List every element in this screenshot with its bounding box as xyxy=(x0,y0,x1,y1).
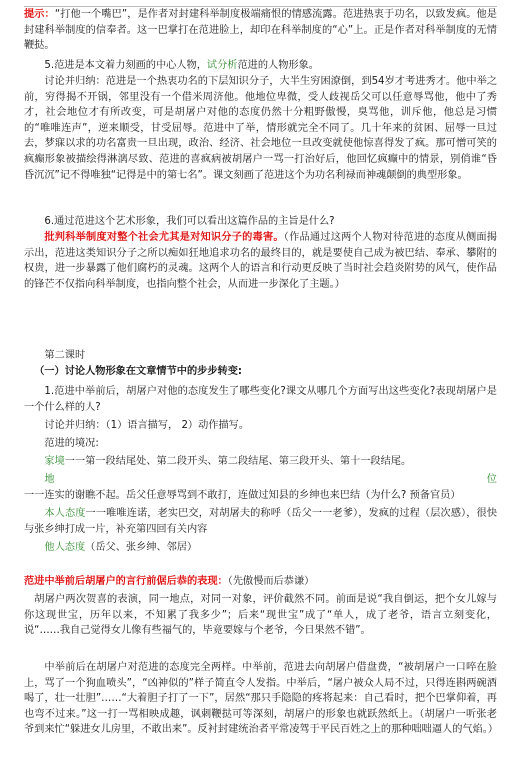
tip-label: 提示： xyxy=(24,9,55,20)
condition-row-label: 地位 xyxy=(44,474,497,485)
discussion-paragraph-1 xyxy=(24,74,497,183)
condition-row-family xyxy=(24,454,497,470)
question-5-highlight: 试分析 xyxy=(206,60,238,71)
section-2-paragraph-1: 胡屠户两次贺喜的表演，同一地点，对同一对象，评价截然不同。前面是说“我自倒运，把个女儿嫁与你这现世宝，历年以来，不知累了我多少”；后来“现世宝”成了“单人，成了老爷，语言立刻变化，说“……我自己觉得女儿像有些福气的，毕竟要嫁与个老爷，今日果然不错”。 xyxy=(24,594,497,637)
condition-row-label: 家境 xyxy=(44,456,65,467)
condition-row-text: 一一连实的谢瞧不起。岳父任意辱骂到不敢打，连做过知县的乡绅也来巴结（为什么? 预备官员） xyxy=(24,489,461,501)
section-2-paragraph-2: 中举前后在胡屠户对范进的态度完全两样。中举前，范进去向胡屠户借盘费，“被胡屠户一口啐在脸上，骂了一个狗血喷头”，“凶神似的”样子简直令人发指。中举后，“屠户被众人局不过，只得连斟两碗酒喝了，壮一壮胆”……“大着胆子打了一下”，居然“那只手隐隐的疼将起来：自己看时，把个巴掌仰着，再也弯不过来。”这一打一骂相映成趣，讽刺鞭挞可等深刻，胡屠户的形象也就跃然纸上。（胡屠户一听张老爷到来忙“躲进女儿房里，不敢出来”。反衬封建统治者平常凌驾于平民百姓之上的那种咄咄逼人的气焰。） xyxy=(24,662,499,736)
theme-explanation: （作品通过这两个人物对待范进的态度从侧面揭示出，范进这类知识分子之所以痴如狂地追求功名的最终目的，就是要使自己成为被巴结、奉承、攀附的权贵，进一步暴露了他们腐朽的灵魂。这两个人的语言和行动更反映了当时社会趋炎附势的风气，使作品的锋芒不仅指向科举制度，也指向整个社会，从而进一步深化了主题。） xyxy=(24,232,497,290)
question-5-suffix: 范进的人物形象。 xyxy=(237,60,319,71)
condition-row-status xyxy=(24,472,497,503)
condition-row-text: （岳父、张乡绅、邻居） xyxy=(85,542,198,553)
condition-row-others-attitude xyxy=(24,540,497,556)
condition-row-text: 一一第一段结尾处、第二段开头、第二段结尾、第三段开头、第十一段结尾。 xyxy=(64,456,412,467)
tip-paragraph xyxy=(24,6,497,54)
theme-paragraph xyxy=(24,230,497,292)
lesson-2-discussion xyxy=(24,418,497,434)
discussion-text: 范进是一个热衷功名的下层知识分子，大半生穷困潦倒，到54岁才考进秀才。他中举之前，穷得揭不开锅，邻里没有一个借米周济他。他地位卑微，受人歧视岳父可以任意辱骂他，他中了秀才，社会地位才有所改变，可是胡屠户对他的态度仍然十分粗野傲慢，臭骂他，训斥他，他总是习惯的“唯唯连声”，逆来顺受，甘受屈辱。范进中了举，情形就完全不同了。几十年来的贫困、屈辱一旦过去，梦寐以求的功名富贵一旦出现，政治、经济、社会地位一旦改变就使他惊喜得发了疯。那可憎可笑的疯癫形象被描绘得淋漓尽致、范进的喜疯病被胡屠户一骂一打治好后，他回忆疯癫中的情景，别俏谁“昏昏沉沉”记不得唯独“记得是中的第七名”。课文刻画了范进这个为功名利禄而神魂颠倒的典型形象。 xyxy=(24,76,498,181)
lesson-2-discussion-items: （1）语言描写， 2）动作描写。 xyxy=(105,420,250,431)
theme-answer: 批判科举制度对整个社会尤其是对知识分子的毒害。 xyxy=(44,232,284,243)
condition-row-label: 他人态度 xyxy=(44,542,86,553)
tip-text: “打他一个嘴巴”，是作者对封建科举制度极端痛恨的情感流露。范进热衷于功名，以致发疯。他是封建科举制度的信奉者。这一巴掌打在范进脸上，却印在科举制度的“心”上。正是作者对科举制度的无情鞭挞。 xyxy=(24,9,497,52)
condition-row-text: 一一唯唯连诺，老实巴交，对胡屠夫的称呼（岳父一一老爹），发疯的过程（层次感），很快与张乡绅打成一片，补充第四回有关内容 xyxy=(24,508,498,535)
lesson-2-title: 第二课时 xyxy=(44,350,86,361)
section-2-note: （先傲慢而后恭谦） xyxy=(227,576,315,587)
condition-row-label: 本人态度 xyxy=(44,508,86,519)
lesson-2-section-heading: （一）讨论人物形象在文章情节中的步步转变: xyxy=(34,366,243,377)
question-6: 6.通过范进这个艺术形象，我们可以看出这篇作品的主旨是什么? xyxy=(44,216,335,227)
discussion-label: 讨论并归纳： xyxy=(44,76,106,87)
condition-row-self-attitude xyxy=(24,506,497,537)
question-5-prefix: 5.范进是本文着力刻画的中心人物， xyxy=(44,60,207,71)
lesson-2-discussion-label: 讨论并归纳： xyxy=(44,420,106,431)
section-2-heading xyxy=(24,574,497,590)
section-2-title: 范进中举前后胡屠户的言行前倨后恭的表现： xyxy=(24,576,228,587)
fill-title: 范进的境况: xyxy=(44,438,99,449)
lesson-2-question-1: 1.范进中举前后，胡屠户对他的态度发生了哪些变化?课文从哪几个方面写出这些变化?表现胡屠户是一个什么样的人? xyxy=(24,386,497,413)
question-5 xyxy=(24,58,497,74)
